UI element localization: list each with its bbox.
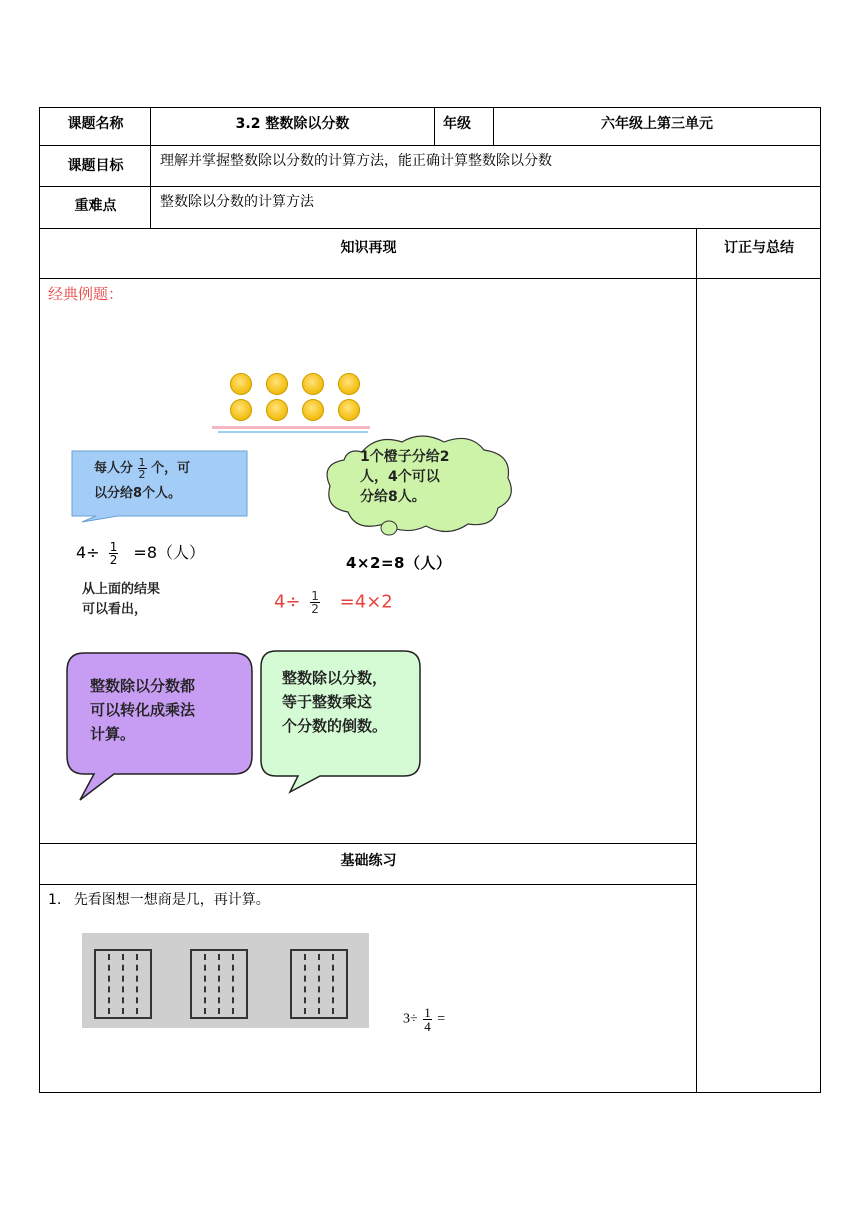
bubble-line: 可以转化成乘法 xyxy=(90,701,196,719)
numerator: 1 xyxy=(138,456,146,469)
table-divider xyxy=(39,843,697,844)
equation-multiply: 4×2=8（人） xyxy=(346,554,452,572)
equation-part: 4÷ xyxy=(274,591,301,613)
example-title: 经典例题： xyxy=(48,285,124,303)
key-label: 重难点 xyxy=(74,198,117,214)
paper-sheet xyxy=(190,949,248,1019)
numerator: 1 xyxy=(424,1005,431,1020)
bubble-line: 计算。 xyxy=(90,725,136,743)
denominator: 2 xyxy=(109,553,118,567)
bubble-line: 个分数的倒数。 xyxy=(282,717,388,735)
topic-value: 3.2 整数除以分数 xyxy=(235,116,350,132)
expression-part: 3÷ xyxy=(403,1011,418,1027)
equation-part: 4÷ xyxy=(76,543,100,562)
bubble-text: 每人分 xyxy=(94,461,134,476)
denominator: 2 xyxy=(311,602,319,616)
observe-line: 从上面的结果 xyxy=(82,582,161,597)
cloud-line: 人，4个可以 xyxy=(360,469,440,485)
numerator: 1 xyxy=(311,589,319,603)
fraction xyxy=(109,541,119,566)
orange-icon xyxy=(230,399,252,421)
cloud-text xyxy=(360,447,449,507)
practice-heading: 基础练习 xyxy=(340,853,397,869)
table-border xyxy=(39,107,821,108)
orange-icon xyxy=(302,373,324,395)
table-border xyxy=(39,1092,821,1093)
oranges-illustration xyxy=(212,370,372,438)
bubble-line: 整数除以分数都 xyxy=(90,677,196,695)
numerator: 1 xyxy=(109,540,118,554)
equation-part: =8（人） xyxy=(133,543,206,562)
observe-line: 可以看出， xyxy=(82,602,148,617)
fraction xyxy=(138,457,147,480)
plate-line xyxy=(212,426,370,429)
purple-bubble-text xyxy=(90,674,195,746)
blue-bubble-text xyxy=(94,456,190,506)
orange-icon xyxy=(266,373,288,395)
table-divider xyxy=(696,228,697,1093)
paper-sheet xyxy=(290,949,348,1019)
key-value: 整数除以分数的计算方法 xyxy=(160,194,314,210)
denominator: 4 xyxy=(424,1019,431,1034)
table-divider xyxy=(434,107,435,145)
correction-heading: 订正与总结 xyxy=(724,240,794,256)
green-bubble-text xyxy=(282,666,387,738)
fraction xyxy=(310,590,320,615)
orange-icon xyxy=(302,399,324,421)
equation-part: =4×2 xyxy=(339,591,393,613)
orange-icon xyxy=(338,373,360,395)
knowledge-heading: 知识再现 xyxy=(340,240,397,256)
orange-icon xyxy=(266,399,288,421)
paper-strips-photo xyxy=(82,933,369,1028)
thought-cloud-bubble xyxy=(378,520,402,540)
grade-value: 六年级上第三单元 xyxy=(601,116,713,132)
expression-part: = xyxy=(437,1011,446,1027)
table-divider xyxy=(39,228,821,229)
paper-sheet xyxy=(94,949,152,1019)
fraction xyxy=(423,1006,432,1033)
cloud-line: 1个橙子分给2 xyxy=(360,449,450,465)
bubble-text: 个，可 xyxy=(151,461,191,476)
bubble-line: 等于整数乘这 xyxy=(282,693,373,711)
observe-text xyxy=(82,580,160,620)
question-text: 先看图想一想商是几，再计算。 xyxy=(73,892,270,908)
table-divider xyxy=(39,278,821,279)
equation-highlight xyxy=(274,590,393,615)
question-1 xyxy=(48,889,270,909)
orange-icon xyxy=(338,399,360,421)
equation-division xyxy=(76,540,205,566)
orange-icon xyxy=(230,373,252,395)
bubble-text: 以分给8个人。 xyxy=(94,486,182,501)
question-1-expression xyxy=(403,1006,445,1033)
bubble-line: 整数除以分数， xyxy=(282,669,388,687)
goal-label: 课题目标 xyxy=(67,158,124,174)
table-divider xyxy=(39,884,697,885)
table-divider xyxy=(39,186,821,187)
cloud-line: 分给8人。 xyxy=(360,489,426,505)
denominator: 2 xyxy=(138,468,146,481)
table-divider xyxy=(39,145,821,146)
question-number: 1. xyxy=(48,892,62,908)
goal-value: 理解并掌握整数除以分数的计算方法，能正确计算整数除以分数 xyxy=(160,153,552,169)
grade-label: 年级 xyxy=(443,116,471,132)
topic-label: 课题名称 xyxy=(67,116,124,132)
